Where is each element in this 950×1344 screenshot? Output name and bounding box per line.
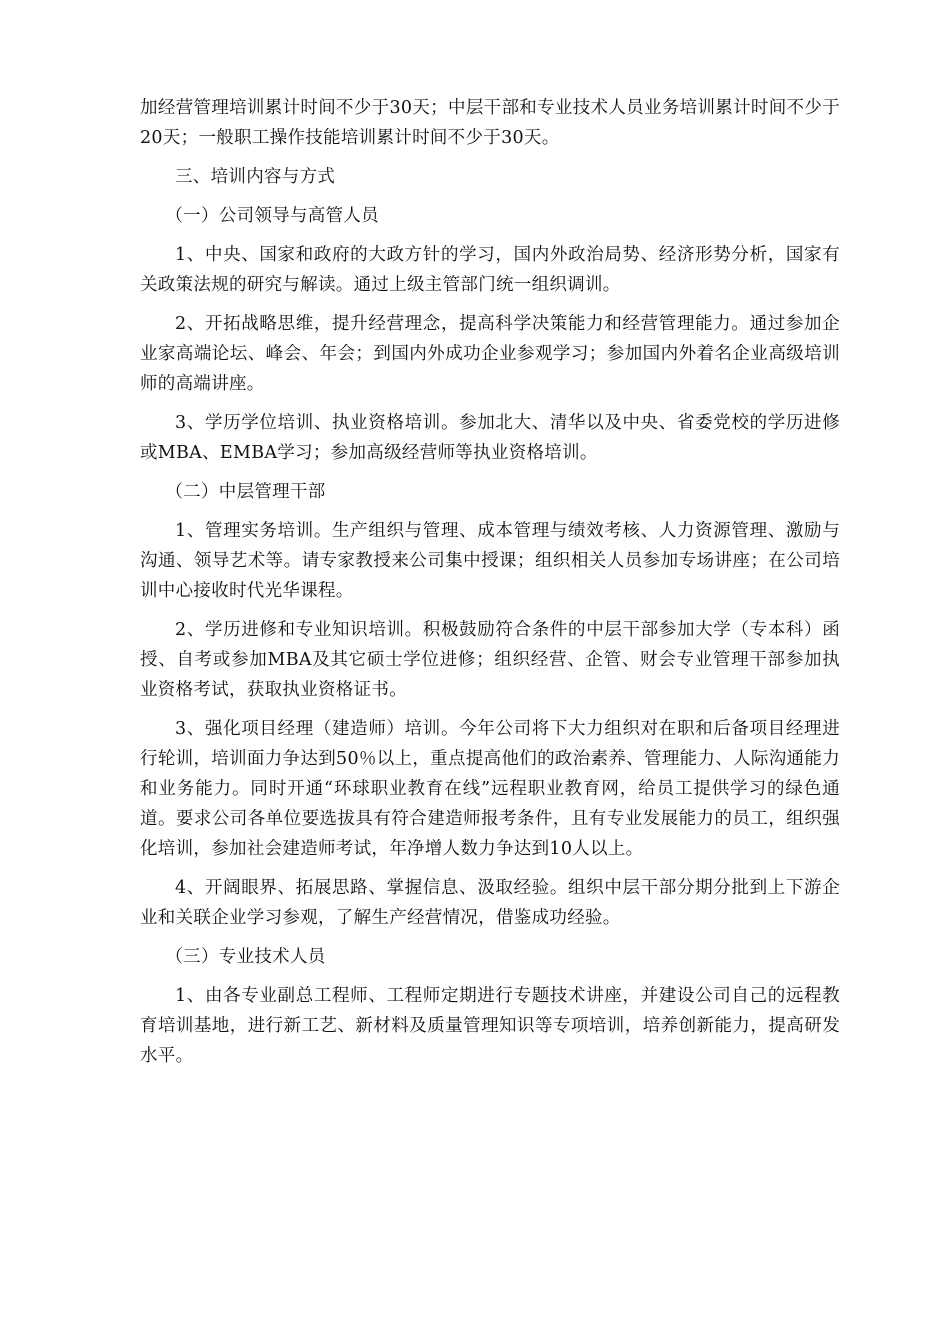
subheading-technical-staff: （三）专业技术人员 [165,947,326,967]
paragraph-leadership-item-3: 3、学历学位培训、执业资格培训。参加北大、清华以及中央、省委党校的学历进修或MBA、EMBA学习；参加高级经营师等执业资格培训。 [140,413,840,463]
paragraph-continuation: 加经营管理培训累计时间不少于30天；中层干部和专业技术人员业务培训累计时间不少于20天；一般职工操作技能培训累计时间不少于30天。 [140,98,840,148]
paragraph-middle-item-4: 4、开阔眼界、拓展思路、掌握信息、汲取经验。组织中层干部分期分批到上下游企业和关联企业学习参观，了解生产经营情况，借鉴成功经验。 [140,878,840,928]
paragraph-middle-item-2: 2、学历进修和专业知识培训。积极鼓励符合条件的中层干部参加大学（专本科）函授、自考或参加MBA及其它硕士学位进修；组织经营、企管、财会专业管理干部参加执业资格考试，获取执业资格证书。 [140,620,840,700]
paragraph-technical-item-1: 1、由各专业副总工程师、工程师定期进行专题技术讲座，并建设公司自己的远程教育培训基地，进行新工艺、新材料及质量管理知识等专项培训，培养创新能力，提高研发水平。 [140,986,840,1066]
document-body [140,93,840,1080]
subheading-middle-management: （二）中层管理干部 [165,482,326,502]
paragraph-middle-item-1: 1、管理实务培训。生产组织与管理、成本管理与绩效考核、人力资源管理、激励与沟通、领导艺术等。请专家教授来公司集中授课；组织相关人员参加专场讲座；在公司培训中心接收时代光华课程。 [140,521,840,601]
subheading-leadership: （一）公司领导与高管人员 [165,206,379,226]
paragraph-leadership-item-1: 1、中央、国家和政府的大政方针的学习，国内外政治局势、经济形势分析，国家有关政策法规的研究与解读。通过上级主管部门统一组织调训。 [140,245,840,295]
section-heading-training-content: 三、培训内容与方式 [175,167,336,187]
paragraph-middle-item-3: 3、强化项目经理（建造师）培训。今年公司将下大力组织对在职和后备项目经理进行轮训，培训面力争达到50％以上，重点提高他们的政治素养、管理能力、人际沟通能力和业务能力。同时开通“环球职业教育在线”远程职业教育网，给员工提供学习的绿色通道。要求公司各单位要选拔具有符合建造师报考条件，且有专业发展能力的员工，组织强化培训，参加社会建造师考试，年净增人数力争达到10人以上。 [140,719,840,859]
paragraph-leadership-item-2: 2、开拓战略思维，提升经营理念，提高科学决策能力和经营管理能力。通过参加企业家高端论坛、峰会、年会；到国内外成功企业参观学习；参加国内外着名企业高级培训师的高端讲座。 [140,314,840,394]
